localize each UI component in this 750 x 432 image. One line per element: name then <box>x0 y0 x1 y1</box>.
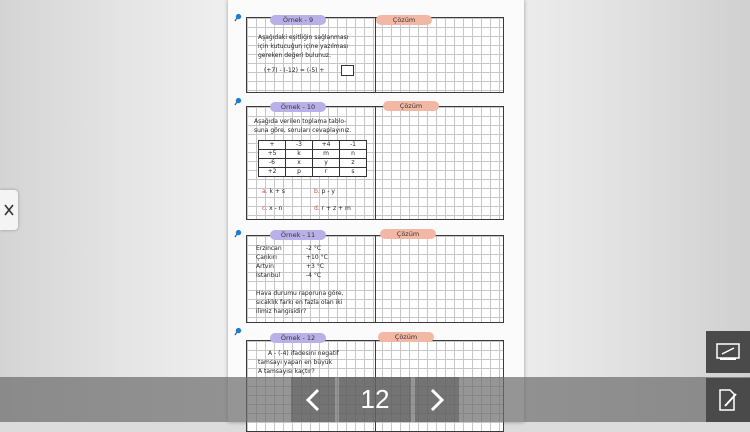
chevron-right-icon <box>428 387 446 413</box>
pin-icon <box>234 13 243 22</box>
table-cell: x <box>286 159 313 168</box>
table-cell: -3 <box>286 141 313 150</box>
table-cell: +4 <box>313 141 340 150</box>
solution-9-label: Çözüm <box>376 15 432 25</box>
question-text: için kutucuğun içine yazılması <box>258 43 349 50</box>
left-background <box>0 0 228 422</box>
table-cell: +5 <box>259 150 286 159</box>
solution-11-label: Çözüm <box>380 229 436 239</box>
city-temp: +3 °C <box>306 263 324 270</box>
next-page-button[interactable] <box>415 377 459 422</box>
pin-icon <box>234 97 243 106</box>
city-name: Artvin <box>256 263 274 270</box>
answer-box <box>341 65 354 76</box>
previous-page-button[interactable] <box>291 377 335 422</box>
addition-table <box>258 140 367 177</box>
table-cell: -1 <box>340 141 367 150</box>
question-text: sıcaklık farkı en fazla olan iki <box>256 299 343 306</box>
table-cell: r <box>313 168 340 177</box>
drawing-tool-tab[interactable] <box>0 190 18 230</box>
example-11-label: Örnek - 11 <box>270 230 326 240</box>
table-cell: p <box>286 168 313 177</box>
question-text: gereken değeri bulunuz. <box>258 52 331 59</box>
page-indicator <box>339 377 411 422</box>
example-10-label: Örnek - 10 <box>270 102 326 112</box>
table-cell: n <box>340 150 367 159</box>
city-name: Çankırı <box>256 254 277 261</box>
question-text: Hava durumu raporuna göre, <box>256 290 344 297</box>
solution-10-label: Çözüm <box>383 101 439 111</box>
edit-notes-button[interactable] <box>706 378 750 422</box>
pencil-icon <box>3 203 15 217</box>
worksheet-page <box>228 0 524 422</box>
option-b: b. p - y <box>314 188 335 195</box>
table-cell: y <box>313 159 340 168</box>
question-text: A tamsayısı kaçtır? <box>258 368 315 375</box>
pin-icon <box>234 327 243 336</box>
pin-icon <box>234 229 243 238</box>
option-c: c. x - n <box>262 205 283 212</box>
question-text: suna göre, soruları cevaplayınız. <box>254 127 352 134</box>
question-text: ilimiz hangisidir? <box>256 308 307 315</box>
whiteboard-button[interactable] <box>706 331 750 373</box>
table-cell: -6 <box>259 159 286 168</box>
presentation-icon <box>716 343 740 361</box>
solution-12-label: Çözüm <box>378 332 434 342</box>
city-name: İstanbul <box>256 272 281 279</box>
city-temp: -4 °C <box>306 272 322 279</box>
table-cell: s <box>340 168 367 177</box>
table-cell: +2 <box>259 168 286 177</box>
option-a: a. k + s <box>262 188 285 195</box>
table-cell: + <box>259 141 286 150</box>
question-text: tamsayı yapan en büyük <box>258 359 333 366</box>
option-d: d. r + z + m <box>314 205 351 212</box>
question-text: A - (-4) ifadesini negatif <box>268 350 339 357</box>
question-text: Aşağıdaki eşitliğin sağlanması <box>258 34 349 41</box>
edit-document-icon <box>717 388 739 412</box>
page-number: 12 <box>360 384 390 414</box>
question-text: Aşağıda verilen toplama tablo- <box>254 118 347 125</box>
example-12-label: Örnek - 12 <box>270 333 326 343</box>
city-temp: +10 °C <box>306 254 328 261</box>
table-cell: k <box>286 150 313 159</box>
table-cell: m <box>313 150 340 159</box>
example-9-label: Örnek - 9 <box>270 15 326 25</box>
table-cell: z <box>340 159 367 168</box>
city-temp: -2 °C <box>306 245 322 252</box>
equation-text: (+7) - (-12) = (-5) + <box>264 67 325 74</box>
city-name: Erzincan <box>256 245 282 252</box>
chevron-left-icon <box>304 387 322 413</box>
